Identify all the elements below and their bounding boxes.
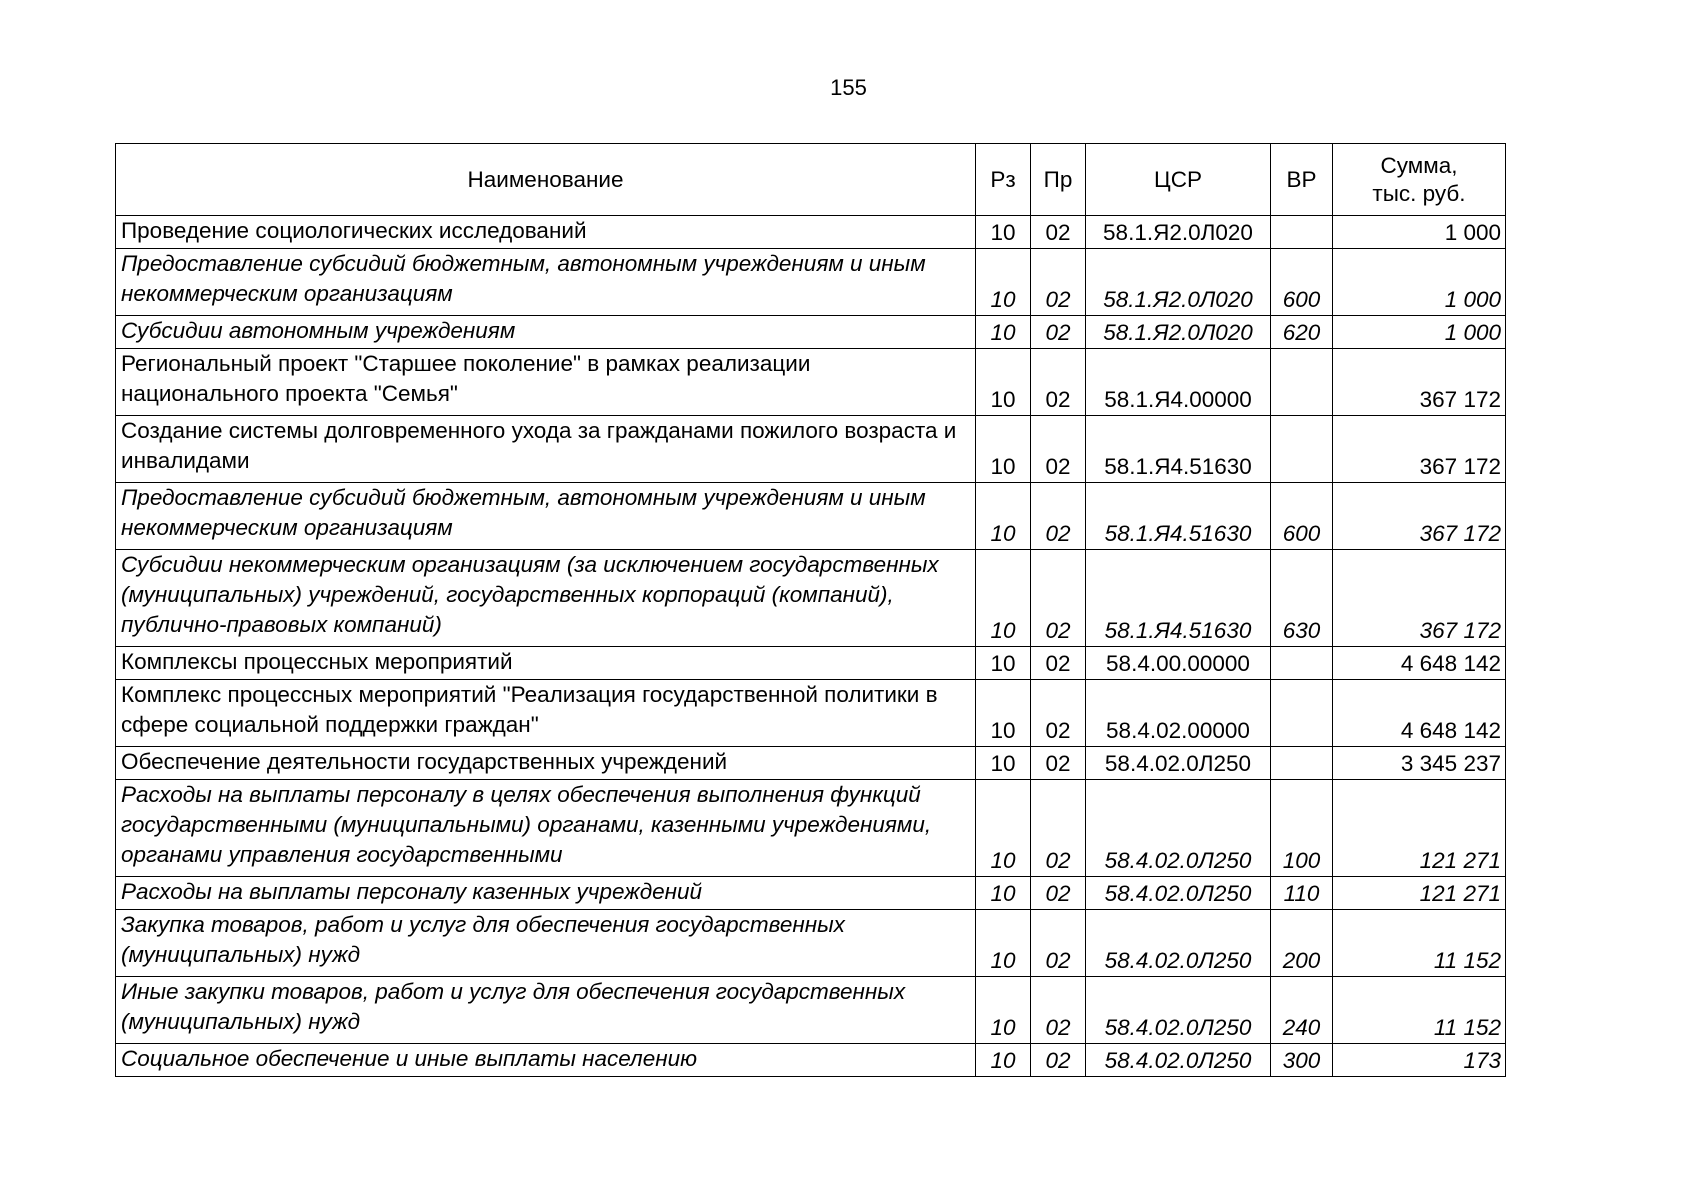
cell-csr: 58.1.Я4.51630 [1086,550,1271,647]
cell-pr: 02 [1031,216,1086,249]
header-sum-line2: тыс. руб. [1372,180,1466,206]
cell-pr: 02 [1031,680,1086,747]
table-row [116,680,1506,747]
cell-rz: 10 [976,316,1031,349]
cell-rz: 10 [976,977,1031,1044]
cell-sum: 367 172 [1333,550,1506,647]
cell-sum: 367 172 [1333,416,1506,483]
cell-csr: 58.1.Я2.0Л020 [1086,316,1271,349]
cell-sum: 1 000 [1333,216,1506,249]
cell-vr [1271,680,1333,747]
table-row [116,977,1506,1044]
cell-csr: 58.1.Я2.0Л020 [1086,216,1271,249]
cell-vr: 100 [1271,780,1333,877]
table-row [116,216,1506,249]
cell-rz: 10 [976,780,1031,877]
cell-name: Социальное обеспечение и иные выплаты населению [116,1044,976,1077]
cell-name: Региональный проект "Старшее поколение" в рамках реализации национального проекта "Семья" [116,349,976,416]
cell-vr: 630 [1271,550,1333,647]
cell-vr: 600 [1271,483,1333,550]
cell-vr: 240 [1271,977,1333,1044]
budget-table [115,143,1506,1077]
cell-rz: 10 [976,416,1031,483]
cell-name: Предоставление субсидий бюджетным, автономным учреждениям и иным некоммерческим организациям [116,249,976,316]
cell-pr: 02 [1031,910,1086,977]
header-sum [1333,144,1506,216]
cell-name: Закупка товаров, работ и услуг для обеспечения государственных (муниципальных) нужд [116,910,976,977]
cell-name: Комплексы процессных мероприятий [116,647,976,680]
cell-name: Предоставление субсидий бюджетным, автономным учреждениям и иным некоммерческим организациям [116,483,976,550]
cell-rz: 10 [976,550,1031,647]
cell-name: Субсидии автономным учреждениям [116,316,976,349]
cell-sum: 121 271 [1333,780,1506,877]
table-header [116,144,1506,216]
cell-vr [1271,647,1333,680]
cell-pr: 02 [1031,483,1086,550]
cell-rz: 10 [976,877,1031,910]
cell-vr [1271,416,1333,483]
cell-pr: 02 [1031,1044,1086,1077]
cell-pr: 02 [1031,416,1086,483]
table-row [116,550,1506,647]
header-sum-line1: Сумма, [1380,152,1458,178]
cell-csr: 58.4.02.0Л250 [1086,910,1271,977]
cell-rz: 10 [976,249,1031,316]
cell-sum: 4 648 142 [1333,647,1506,680]
table-row [116,416,1506,483]
table-row [116,349,1506,416]
cell-csr: 58.4.02.0Л250 [1086,877,1271,910]
cell-pr: 02 [1031,647,1086,680]
cell-rz: 10 [976,910,1031,977]
table-row [116,780,1506,877]
cell-sum: 1 000 [1333,316,1506,349]
cell-sum: 3 345 237 [1333,747,1506,780]
cell-csr: 58.4.02.00000 [1086,680,1271,747]
cell-name: Обеспечение деятельности государственных учреждений [116,747,976,780]
cell-name: Субсидии некоммерческим организациям (за исключением государственных (муниципальных) учреждений, государственных корпораций (компаний), публично-правовых компаний) [116,550,976,647]
header-csr: ЦСР [1086,144,1271,216]
table-row [116,747,1506,780]
cell-csr: 58.1.Я2.0Л020 [1086,249,1271,316]
cell-csr: 58.4.02.0Л250 [1086,1044,1271,1077]
cell-name: Иные закупки товаров, работ и услуг для обеспечения государственных (муниципальных) нужд [116,977,976,1044]
cell-vr: 600 [1271,249,1333,316]
cell-sum: 11 152 [1333,977,1506,1044]
cell-pr: 02 [1031,550,1086,647]
table-row [116,877,1506,910]
cell-name: Расходы на выплаты персоналу казенных учреждений [116,877,976,910]
cell-vr [1271,216,1333,249]
header-row [116,144,1506,216]
cell-name: Расходы на выплаты персоналу в целях обеспечения выполнения функций государственными (муниципальными) органами, казенными учреждениями, органами управления государственными [116,780,976,877]
cell-vr: 110 [1271,877,1333,910]
cell-sum: 173 [1333,1044,1506,1077]
cell-vr [1271,747,1333,780]
cell-rz: 10 [976,216,1031,249]
cell-sum: 1 000 [1333,249,1506,316]
cell-pr: 02 [1031,349,1086,416]
cell-csr: 58.4.02.0Л250 [1086,977,1271,1044]
cell-sum: 367 172 [1333,349,1506,416]
cell-pr: 02 [1031,249,1086,316]
cell-vr: 300 [1271,1044,1333,1077]
cell-sum: 121 271 [1333,877,1506,910]
cell-pr: 02 [1031,780,1086,877]
table-row [116,249,1506,316]
table-row [116,1044,1506,1077]
cell-csr: 58.4.00.00000 [1086,647,1271,680]
header-vr: ВР [1271,144,1333,216]
table-body [116,216,1506,1077]
cell-rz: 10 [976,680,1031,747]
table-row [116,483,1506,550]
cell-pr: 02 [1031,747,1086,780]
cell-sum: 4 648 142 [1333,680,1506,747]
cell-csr: 58.1.Я4.00000 [1086,349,1271,416]
cell-csr: 58.4.02.0Л250 [1086,780,1271,877]
cell-vr: 620 [1271,316,1333,349]
cell-rz: 10 [976,483,1031,550]
cell-csr: 58.1.Я4.51630 [1086,483,1271,550]
cell-name: Комплекс процессных мероприятий "Реализация государственной политики в сфере социальной поддержки граждан" [116,680,976,747]
cell-rz: 10 [976,1044,1031,1077]
page-number: 155 [830,75,867,100]
cell-csr: 58.1.Я4.51630 [1086,416,1271,483]
cell-name: Создание системы долговременного ухода за гражданами пожилого возраста и инвалидами [116,416,976,483]
cell-rz: 10 [976,747,1031,780]
cell-pr: 02 [1031,977,1086,1044]
cell-rz: 10 [976,349,1031,416]
header-name: Наименование [116,144,976,216]
cell-pr: 02 [1031,877,1086,910]
header-rz: Рз [976,144,1031,216]
table-row [116,647,1506,680]
cell-name: Проведение социологических исследований [116,216,976,249]
cell-sum: 367 172 [1333,483,1506,550]
cell-rz: 10 [976,647,1031,680]
header-pr: Пр [1031,144,1086,216]
cell-sum: 11 152 [1333,910,1506,977]
cell-vr: 200 [1271,910,1333,977]
cell-vr [1271,349,1333,416]
table-row [116,910,1506,977]
cell-pr: 02 [1031,316,1086,349]
table-row [116,316,1506,349]
cell-csr: 58.4.02.0Л250 [1086,747,1271,780]
